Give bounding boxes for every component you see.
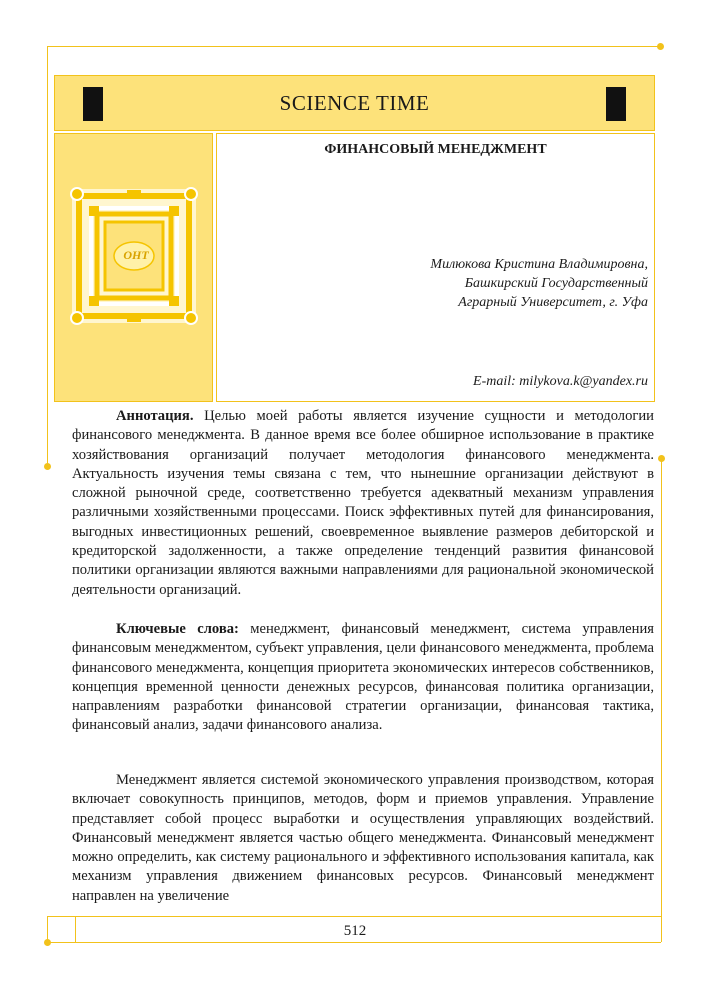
author-location: Аграрный Университет, г. Уфа xyxy=(458,295,648,310)
frame-dot xyxy=(657,43,664,50)
frame-top-line xyxy=(47,46,661,47)
body-text xyxy=(72,771,654,906)
abstract xyxy=(72,407,654,600)
body-paragraph: Менеджмент является системой экономического управления производством, которая включает совокупность принципов, методов, форм и приемов управления. Управление представляет собой процесс выработки и осуществления управляющих воздействий. Финансовый менеджмент является частью общего менеджмента. Финансовый менеджмент можно определить, как систему рационального и эффективного использования капитала, как механизм управления движением финансовых ресурсов. Финансовый менеджмент направлен на увеличение xyxy=(72,772,654,904)
page-number: 512 xyxy=(343,923,367,939)
author-name: Милюкова Кристина Владимировна, xyxy=(430,257,648,272)
abstract-text: Целью моей работы является изучение сущности и методологии финансового менеджмента. В данное время все более обширное использование в практике хозяйствования организаций получает методология финансового менеджмента. Актуальность изучения темы связана с тем, что нынешние организации действуют в сложной рыночной среде, соответственно требуется адекватный механизм управления различными хозяйственными процессами. Поиск эффективных путей для финансирования, выгодных инвестиционных решений, своевременное выявление размеров дебиторской и кредиторской задолженности, а также определение тенденций развития финансовой политики организации являются важными направлениями для рациональной экономической деятельности организаций. xyxy=(72,408,654,598)
frame-bottom-line xyxy=(47,942,661,943)
frame-dot xyxy=(44,463,51,470)
frame-right-line xyxy=(661,458,662,942)
article-title-box xyxy=(216,133,655,402)
frame-left-line xyxy=(47,46,48,466)
frame-dot xyxy=(658,455,665,462)
keywords xyxy=(72,620,654,736)
author-info xyxy=(430,255,648,312)
journal-title: SCIENCE TIME xyxy=(279,91,430,115)
keywords-label: Ключевые слова: xyxy=(116,621,239,637)
frame-dot xyxy=(44,939,51,946)
keywords-text: менеджмент, финансовый менеджмент, система управления финансовым менеджментом, субъект управления, цели финансового менеджмента, проблема финансового менеджмента, концепция приоритета экономических интересов собственников, концепция временной ценности денежных ресурсов, финансовая политика организации, направлениям разработки финансовой стратегии организации, финансовая тактика, финансовый анализ, задачи финансового анализа. xyxy=(72,621,654,734)
author-affiliation: Башкирский Государственный xyxy=(464,276,648,291)
logo-text: ОНТ xyxy=(123,248,149,262)
header-marker-right xyxy=(606,87,626,121)
article-title: ФИНАНСОВЫЙ МЕНЕДЖМЕНТ xyxy=(324,142,547,157)
journal-header xyxy=(54,75,655,131)
logo-panel xyxy=(54,133,213,402)
footer-rule xyxy=(47,916,661,917)
author-email: E-mail: milykova.k@yandex.ru xyxy=(473,374,648,389)
abstract-label: Аннотация. xyxy=(116,408,194,424)
